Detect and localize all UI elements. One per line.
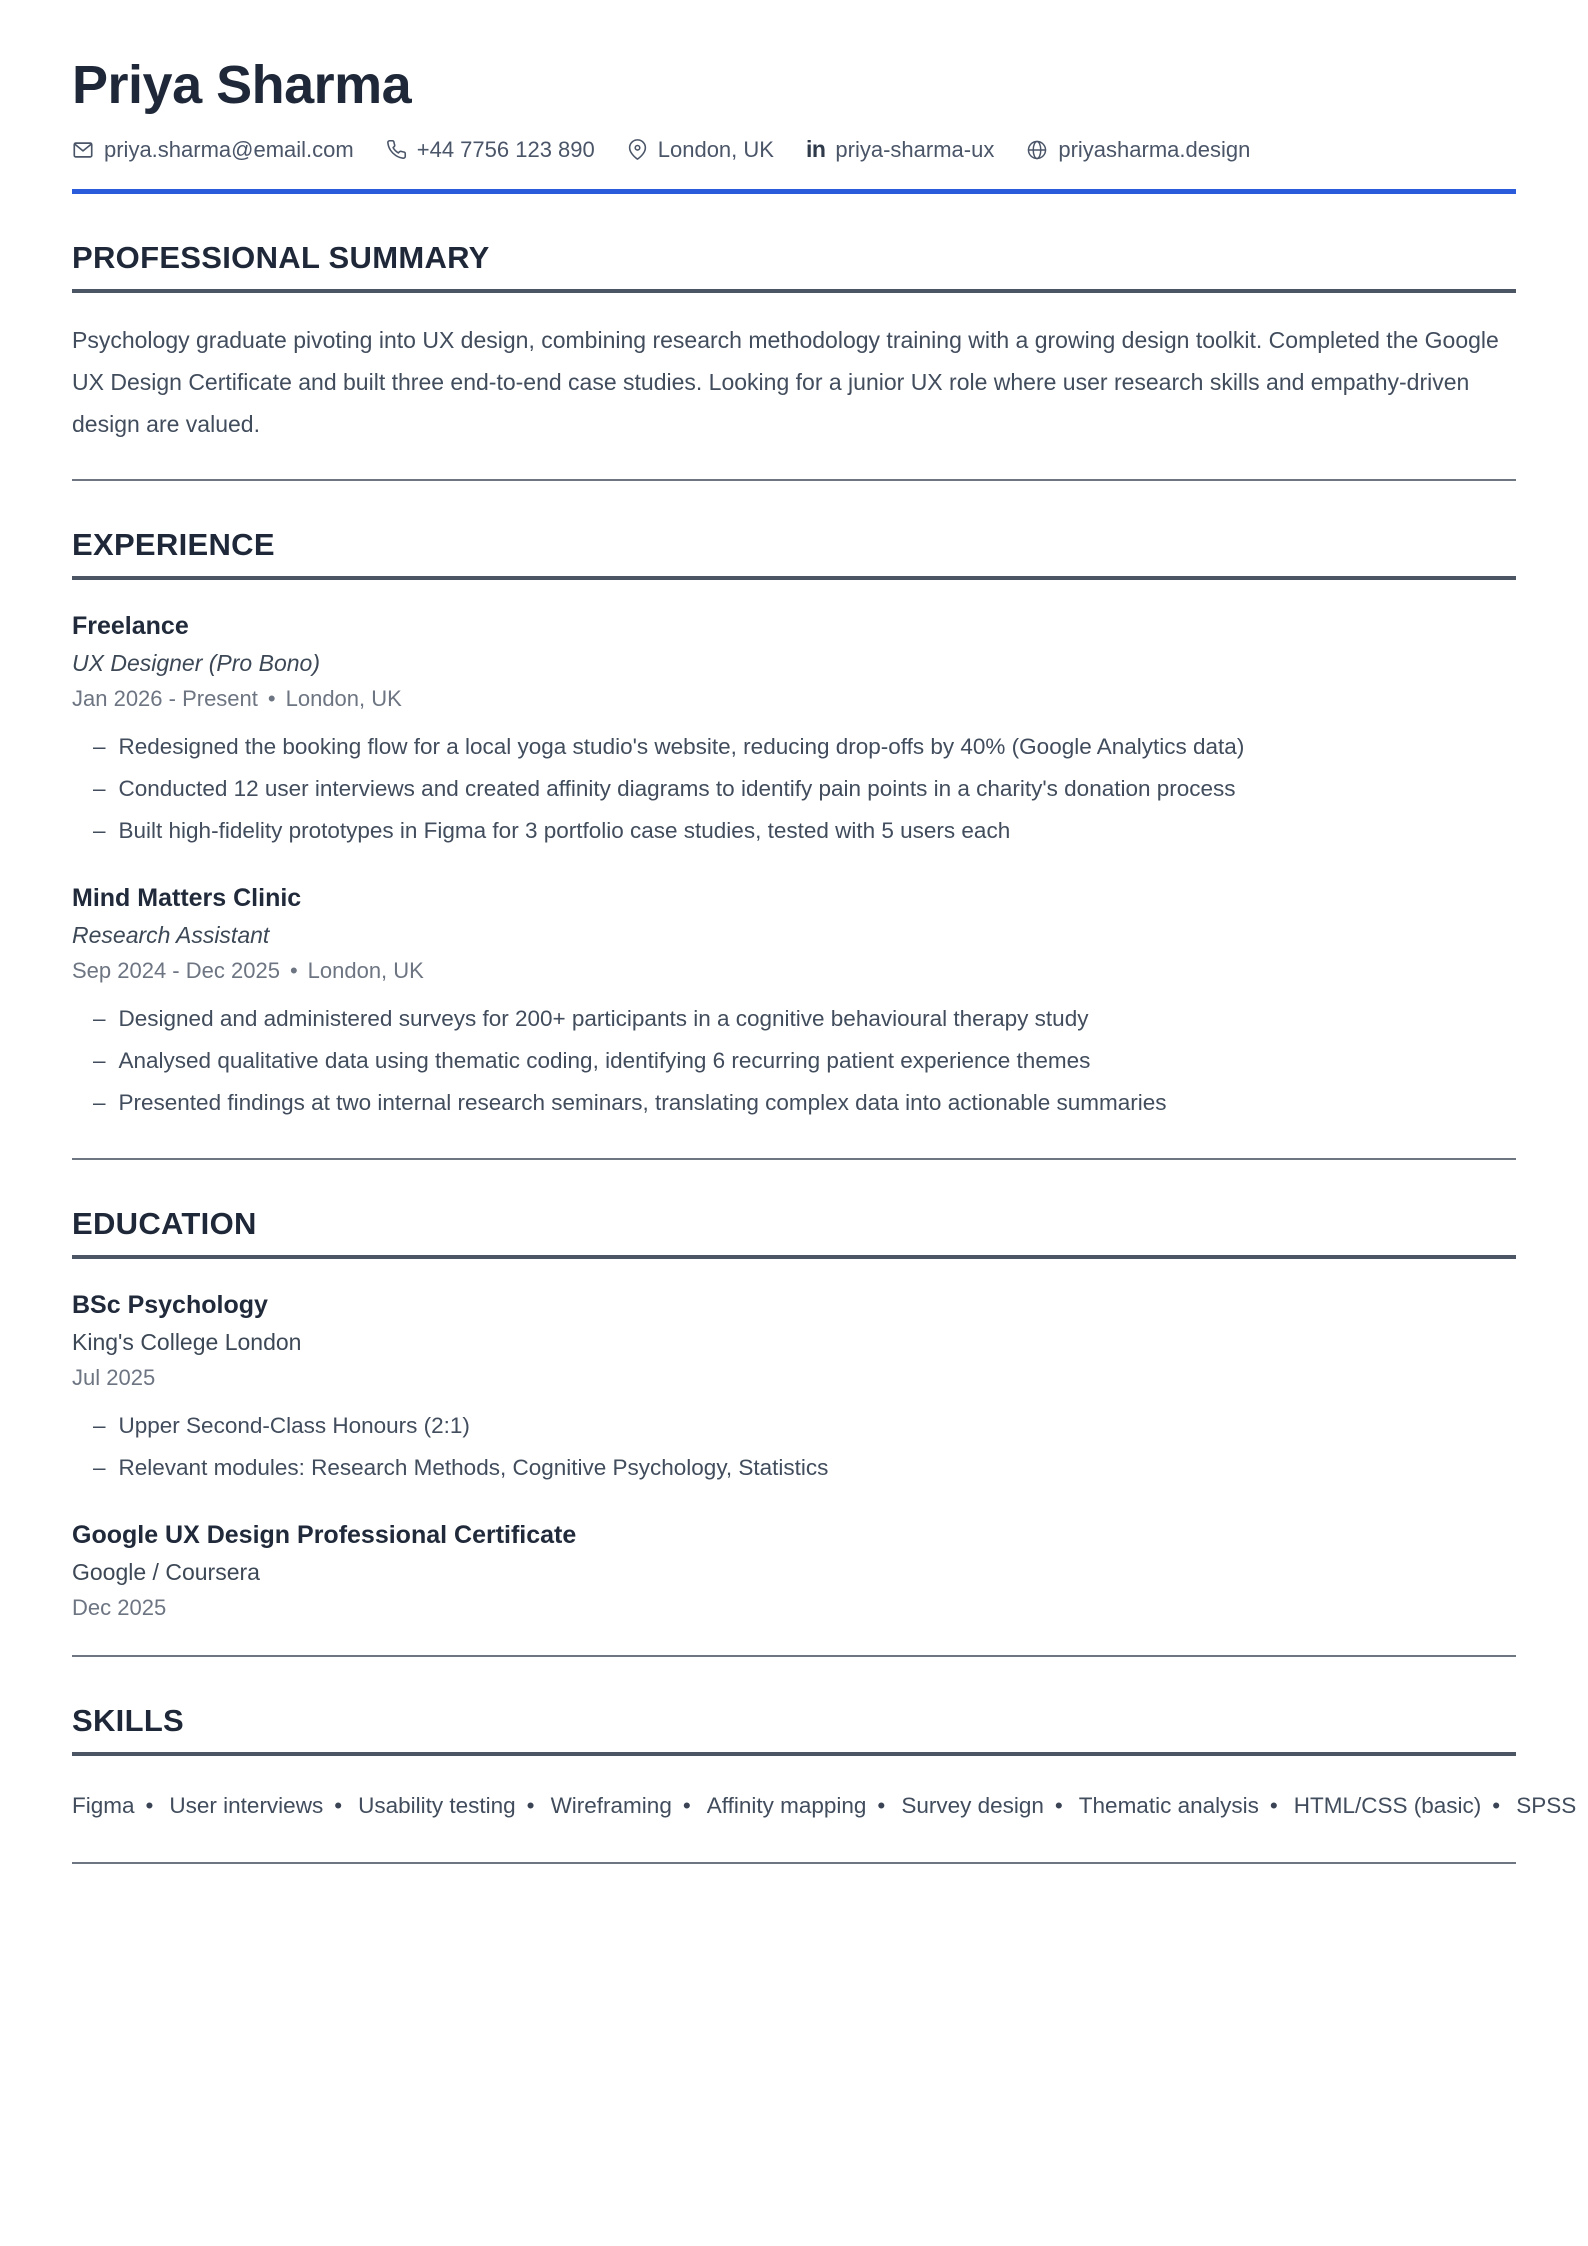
- education-entry-bsc: [72, 1291, 1516, 1489]
- job-dateline: [72, 958, 1516, 984]
- contact-location-text: London, UK: [657, 136, 774, 162]
- job-location: • London, UK: [280, 958, 424, 983]
- linkedin-icon: in: [805, 136, 826, 163]
- skill-item: Thematic analysis •: [1079, 1793, 1294, 1818]
- contact-website: [1026, 137, 1250, 163]
- education-bullet: – Upper Second-Class Honours (2:1): [93, 1405, 1516, 1447]
- education-date: Jul 2025: [72, 1365, 156, 1391]
- section-title-experience: EXPERIENCE: [72, 527, 1516, 580]
- section-title-summary: PROFESSIONAL SUMMARY: [72, 240, 1516, 293]
- school-name: Google / Coursera: [72, 1559, 260, 1586]
- skill-item: HTML/CSS (basic) •: [1294, 1793, 1516, 1818]
- job-bullet: – Redesigned the booking flow for a local yoga studio's website, reducing drop-offs by 40% (Google Analytics data): [93, 726, 1516, 768]
- job-bullet: – Designed and administered surveys for 200+ participants in a cognitive behavioural therapy study: [93, 998, 1516, 1040]
- degree-name: Google UX Design Professional Certificate: [72, 1521, 577, 1550]
- skill-item: User interviews •: [169, 1793, 358, 1818]
- section-title-education: EDUCATION: [72, 1206, 1516, 1259]
- email-icon: [72, 139, 94, 161]
- job-location: • London, UK: [258, 686, 402, 711]
- summary-text: Psychology graduate pivoting into UX design, combining research methodology training with a growing design toolkit. Completed the Google UX Design Certificate and built three end-to-end case studies. Looking for a junior UX role where user research skills and empathy-driven design are valued.: [72, 327, 1499, 438]
- education-bullet: – Relevant modules: Research Methods, Cognitive Psychology, Statistics: [93, 1447, 1516, 1489]
- job-bullet-list: [72, 998, 1516, 1124]
- education-date: Dec 2025: [72, 1595, 167, 1621]
- contact-email-text: priya.sharma@email.com: [104, 136, 354, 162]
- job-bullet: – Conducted 12 user interviews and created affinity diagrams to identify pain points in a charity's donation process: [93, 768, 1516, 810]
- job-bullet: – Presented findings at two internal research seminars, translating complex data into actionable summaries: [93, 1082, 1516, 1124]
- skill-item: Affinity mapping •: [707, 1793, 902, 1818]
- degree-name: BSc Psychology: [72, 1291, 268, 1320]
- job-bullet-list: [72, 726, 1516, 852]
- experience-entry-mind-matters: [72, 884, 1516, 1124]
- school-name: King's College London: [72, 1329, 302, 1356]
- section-separator: [72, 1655, 1516, 1657]
- skills-list: [72, 1784, 1577, 1828]
- contact-email: [72, 137, 354, 163]
- section-experience: [72, 527, 1516, 1124]
- location-icon: [627, 139, 648, 160]
- contact-linkedin-text: priya-sharma-ux: [835, 136, 995, 162]
- job-role: UX Designer (Pro Bono): [72, 650, 320, 677]
- skill-item: Usability testing •: [358, 1793, 550, 1818]
- section-separator: [72, 1862, 1516, 1864]
- section-title-skills: SKILLS: [72, 1703, 1516, 1756]
- section-separator: [72, 1158, 1516, 1160]
- company-name: Freelance: [72, 612, 189, 641]
- section-skills: [72, 1703, 1577, 1828]
- education-bullet-list: [72, 1405, 1516, 1489]
- resume-header: [72, 54, 1516, 194]
- skill-item: Survey design •: [901, 1793, 1078, 1818]
- skill-item: Wireframing •: [551, 1793, 707, 1818]
- contact-website-text: priyasharma.design: [1058, 136, 1251, 162]
- job-bullet: – Analysed qualitative data using thematic coding, identifying 6 recurring patient experience themes: [93, 1040, 1516, 1082]
- section-education: [72, 1206, 1516, 1621]
- skill-item: SPSS •: [1516, 1793, 1588, 1818]
- job-dateline: [72, 686, 1516, 712]
- header-accent-rule: [72, 189, 1516, 194]
- phone-icon: [386, 139, 407, 160]
- job-dates: Sep 2024 - Dec 2025: [72, 958, 280, 984]
- job-role: Research Assistant: [72, 922, 270, 949]
- skill-item: Figma •: [72, 1793, 169, 1818]
- company-name: Mind Matters Clinic: [72, 884, 302, 913]
- contact-row: [72, 136, 1516, 163]
- contact-location: [627, 137, 774, 163]
- education-entry-certificate: [72, 1521, 1516, 1621]
- globe-icon: [1026, 139, 1048, 161]
- contact-linkedin: [806, 136, 994, 163]
- section-separator: [72, 479, 1516, 481]
- contact-phone: [386, 137, 595, 163]
- contact-phone-text: +44 7756 123 890: [416, 136, 595, 162]
- job-dates: Jan 2026 - Present: [72, 686, 258, 712]
- person-name: Priya Sharma: [72, 55, 412, 115]
- job-bullet: – Built high-fidelity prototypes in Figma for 3 portfolio case studies, tested with 5 users each: [93, 810, 1516, 852]
- experience-entry-freelance: [72, 612, 1516, 852]
- section-professional-summary: [72, 240, 1516, 445]
